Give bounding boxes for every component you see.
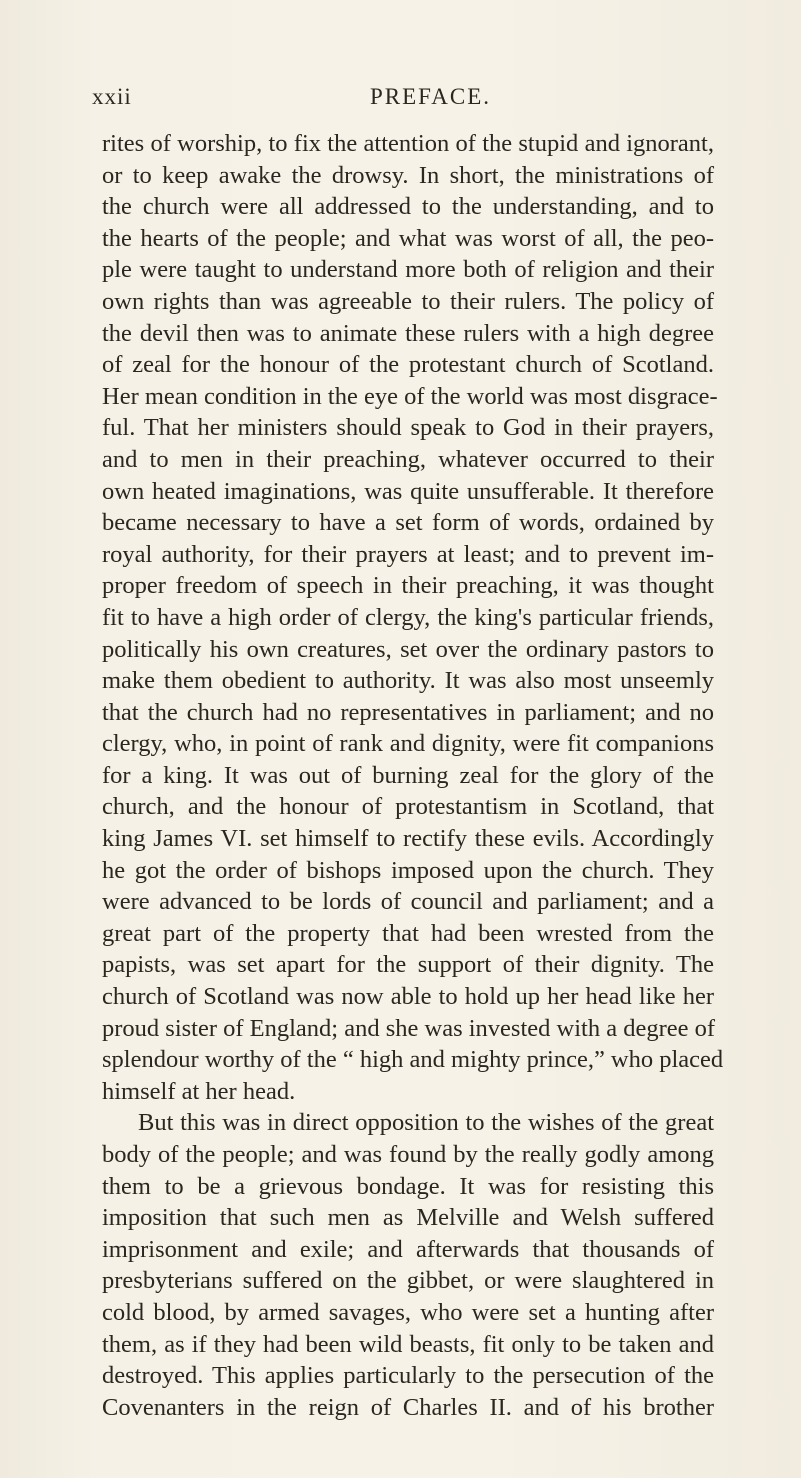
text-line: of zeal for the honour of the protestant church of Scotland. bbox=[102, 351, 714, 379]
text-line: were advanced to be lords of council and parliament; and a bbox=[102, 888, 714, 916]
text-line: church, and the honour of protestantism in Scotland, that bbox=[102, 793, 714, 821]
text-line: great part of the property that had been wrested from the bbox=[102, 919, 714, 947]
text-line: politically his own creatures, set over the ordinary pastors to bbox=[102, 635, 714, 663]
paragraph-end-line: himself at her head. bbox=[102, 1077, 296, 1105]
text-line: church of Scotland was now able to hold up her head like her bbox=[102, 983, 714, 1011]
text-line: make them obedient to authority. It was also most unseemly bbox=[102, 667, 714, 695]
text-line: imposition that such men as Melville and Welsh suffered bbox=[102, 1204, 714, 1232]
text-line: cold blood, by armed savages, who were set a hunting after bbox=[102, 1298, 714, 1326]
running-title: PREFACE. bbox=[369, 84, 492, 109]
text-line: ful. That her ministers should speak to God in their prayers, bbox=[102, 414, 714, 442]
text-line: royal authority, for their prayers at least; and to prevent im- bbox=[102, 540, 714, 568]
text-line: or to keep awake the drowsy. In short, the ministrations of bbox=[102, 161, 714, 189]
text-line: he got the order of bishops imposed upon the church. They bbox=[102, 856, 714, 884]
text-line: papists, was set apart for the support of their dignity. The bbox=[102, 951, 714, 979]
text-line: rites of worship, to fix the attention of the stupid and ignorant, bbox=[102, 130, 714, 157]
text-line: the hearts of the people; and what was worst of all, the peo- bbox=[102, 224, 714, 252]
page-header bbox=[0, 84, 801, 114]
text-line: fit to have a high order of clergy, the king's particular friends, bbox=[102, 603, 714, 631]
text-line: Covenanters in the reign of Charles II. and of his brother bbox=[102, 1393, 714, 1421]
text-line: the devil then was to animate these rulers with a high degree bbox=[102, 319, 714, 347]
text-line: king James VI. set himself to rectify these evils. Accordingly bbox=[102, 825, 714, 853]
text-line: presbyterians suffered on the gibbet, or were slaughtered in bbox=[102, 1267, 714, 1295]
text-line: clergy, who, in point of rank and dignity, were fit companions bbox=[102, 730, 714, 758]
text-line: splendour worthy of the “ high and mighty prince,” who placed bbox=[102, 1046, 724, 1074]
text-line: that the church had no representatives in parliament; and no bbox=[102, 698, 714, 726]
text-line: ple were taught to understand more both of religion and their bbox=[102, 256, 714, 284]
text-line: own heated imaginations, was quite unsufferable. It therefore bbox=[102, 477, 714, 505]
text-line: became necessary to have a set form of words, ordained by bbox=[102, 509, 714, 537]
text-line: the church were all addressed to the understanding, and to bbox=[102, 193, 714, 221]
text-line: imprisonment and exile; and afterwards that thousands of bbox=[102, 1235, 714, 1263]
text-line: Her mean condition in the eye of the world was most disgrace- bbox=[102, 382, 718, 410]
text-line: them to be a grievous bondage. It was for resisting this bbox=[102, 1172, 714, 1200]
page-number: xxii bbox=[92, 84, 132, 109]
body-text bbox=[102, 128, 724, 1423]
paragraph-start-line: But this was in direct opposition to the wishes of the great bbox=[138, 1109, 714, 1137]
text-line: destroyed. This applies particularly to the persecution of the bbox=[102, 1362, 714, 1390]
text-line: them, as if they had been wild beasts, fit only to be taken and bbox=[102, 1330, 714, 1358]
text-line: proud sister of England; and she was invested with a degree of bbox=[102, 1014, 716, 1042]
text-line: own rights than was agreeable to their rulers. The policy of bbox=[102, 287, 714, 315]
text-line: for a king. It was out of burning zeal for the glory of the bbox=[102, 761, 714, 789]
text-line: body of the people; and was found by the really godly among bbox=[102, 1141, 714, 1168]
text-line: proper freedom of speech in their preaching, it was thought bbox=[102, 572, 714, 600]
text-line: and to men in their preaching, whatever occurred to their bbox=[102, 445, 714, 473]
